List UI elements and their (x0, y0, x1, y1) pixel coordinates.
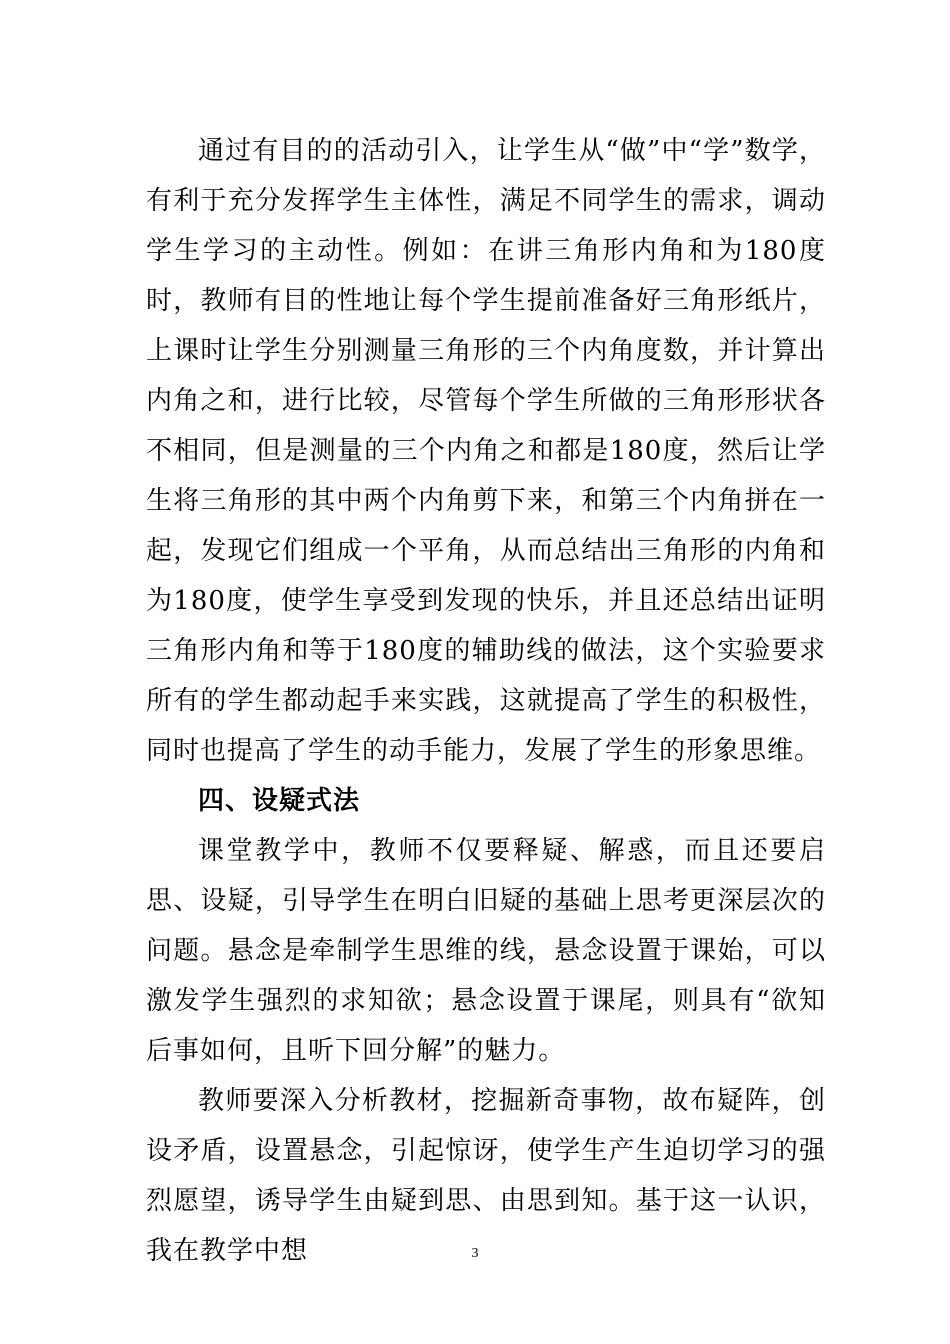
document-body (146, 126, 826, 1276)
paragraph-activity-intro: 通过有目的的活动引入，让学生从“做”中“学”数学，有利于充分发挥学生主体性，满足不同学生的需求，调动学生学习的主动性。例如：在讲三角形内角和为180度时，教师有目的性地让每个学生提前准备好三角形纸片，上课时让学生分别测量三角形的三个内角度数，并计算出内角之和，进行比较，尽管每个学生所做的三角形形状各不相同，但是测量的三个内角之和都是180度，然后让学生将三角形的其中两个内角剪下来，和第三个内角拼在一起，发现它们组成一个平角，从而总结出三角形的内角和为180度，使学生享受到发现的快乐，并且还总结出证明三角形内角和等于180度的辅助线的做法，这个实验要求所有的学生都动起手来实践，这就提高了学生的积极性，同时也提高了学生的动手能力，发展了学生的形象思维。 (146, 136, 826, 766)
paragraph-suspense: 教师要深入分析教材，挖掘新奇事物，故布疑阵，创设矛盾，设置悬念，引起惊讶，使学生产生迫切学习的强烈愿望，诱导学生由疑到思、由思到知。基于这一认识，我在教学中想 (146, 1086, 826, 1266)
page-number: 3 (471, 1246, 479, 1261)
section-heading: 四、设疑式法 (198, 786, 361, 816)
paragraph-questioning: 课堂教学中，教师不仅要释疑、解惑，而且还要启思、设疑，引导学生在明白旧疑的基础上思考更深层次的问题。悬念是牵制学生思维的线，悬念设置于课始，可以激发学生强烈的求知欲；悬念设置于课尾，则具有“欲知后事如何，且听下回分解”的魅力。 (146, 836, 826, 1066)
